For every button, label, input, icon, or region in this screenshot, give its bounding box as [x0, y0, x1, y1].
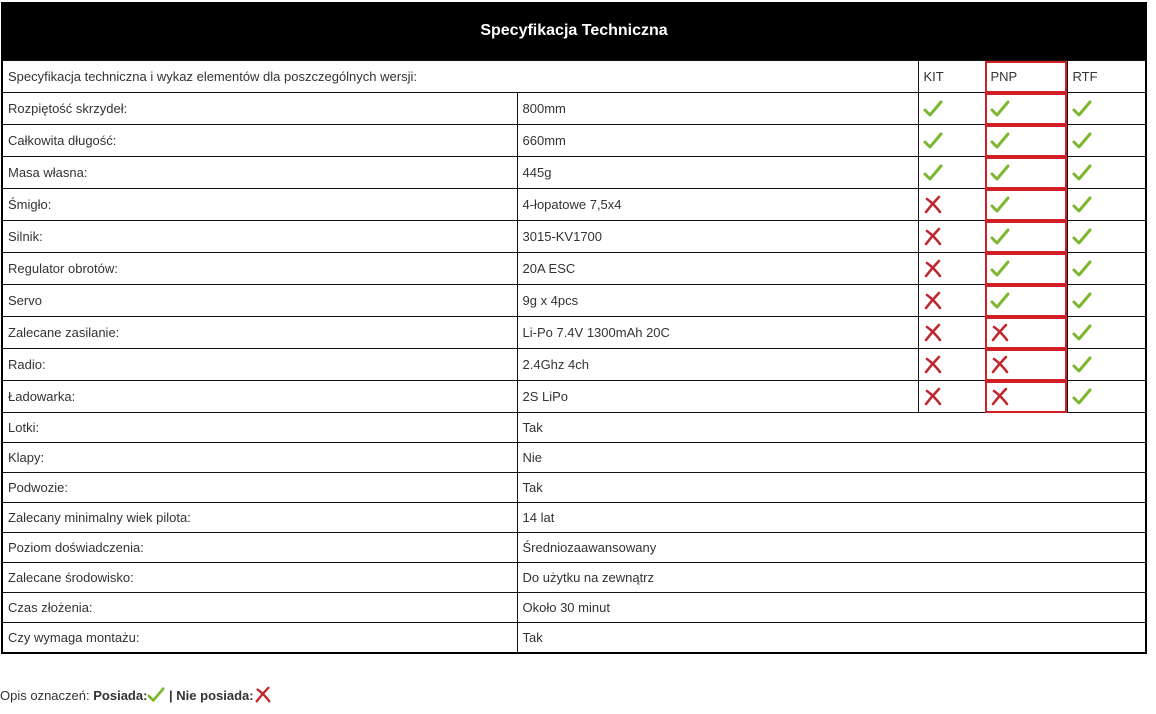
row-label: Zalecane środowisko:: [2, 563, 517, 593]
check-icon: [990, 163, 1010, 183]
check-icon: [147, 686, 165, 704]
header-kit: KIT: [918, 61, 985, 93]
header-row: [2, 61, 1146, 93]
table-row: [2, 593, 1146, 623]
row-label: Czas złożenia:: [2, 593, 517, 623]
cell-rtf: [1067, 285, 1146, 317]
cell-pnp: [985, 317, 1067, 349]
check-icon: [1072, 355, 1092, 375]
cell-pnp: [985, 221, 1067, 253]
check-icon: [1072, 291, 1092, 311]
cell-rtf: [1067, 221, 1146, 253]
legend: [0, 686, 272, 704]
table-row: [2, 349, 1146, 381]
cross-icon: [923, 195, 943, 215]
table-row: [2, 93, 1146, 125]
cell-rtf: [1067, 253, 1146, 285]
row-label: Czy wymaga montażu:: [2, 623, 517, 654]
check-icon: [1072, 99, 1092, 119]
check-icon: [990, 131, 1010, 151]
table-row: [2, 623, 1146, 654]
row-label: Podwozie:: [2, 473, 517, 503]
cell-pnp: [985, 157, 1067, 189]
cross-icon: [990, 355, 1010, 375]
table-row: [2, 563, 1146, 593]
cell-rtf: [1067, 125, 1146, 157]
row-value: 3015-KV1700: [517, 221, 918, 253]
row-label: Zalecany minimalny wiek pilota:: [2, 503, 517, 533]
cell-kit: [918, 285, 985, 317]
table-row: [2, 413, 1146, 443]
row-value: 9g x 4pcs: [517, 285, 918, 317]
check-icon: [923, 163, 943, 183]
cross-icon: [923, 291, 943, 311]
spec-title: Specyfikacja Techniczna: [1, 2, 1147, 60]
row-value: 445g: [517, 157, 918, 189]
cell-kit: [918, 221, 985, 253]
table-row: [2, 125, 1146, 157]
check-icon: [923, 131, 943, 151]
check-icon: [1072, 227, 1092, 247]
table-row: [2, 317, 1146, 349]
check-icon: [1072, 323, 1092, 343]
cell-rtf: [1067, 157, 1146, 189]
table-row: [2, 157, 1146, 189]
row-value: Około 30 minut: [517, 593, 1146, 623]
row-value: 2S LiPo: [517, 381, 918, 413]
spec-container: [1, 2, 1147, 654]
row-label: Regulator obrotów:: [2, 253, 517, 285]
header-pnp: PNP: [985, 61, 1067, 93]
cross-icon: [990, 387, 1010, 407]
row-value: Tak: [517, 473, 1146, 503]
row-value: 20A ESC: [517, 253, 918, 285]
row-value: Tak: [517, 413, 1146, 443]
row-label: Masa własna:: [2, 157, 517, 189]
cross-icon: [923, 227, 943, 247]
check-icon: [1072, 131, 1092, 151]
cell-kit: [918, 349, 985, 381]
row-value: Nie: [517, 443, 1146, 473]
check-icon: [1072, 259, 1092, 279]
spec-table: [1, 60, 1147, 654]
row-value: Li-Po 7.4V 1300mAh 20C: [517, 317, 918, 349]
row-label: Silnik:: [2, 221, 517, 253]
cell-pnp: [985, 189, 1067, 221]
cross-icon: [923, 323, 943, 343]
row-value: Średniozaawansowany: [517, 533, 1146, 563]
legend-prefix: Opis oznaczeń:: [0, 687, 90, 703]
row-value: Do użytku na zewnątrz: [517, 563, 1146, 593]
cell-pnp: [985, 381, 1067, 413]
row-value: 660mm: [517, 125, 918, 157]
header-label: Specyfikacja techniczna i wykaz elementów dla poszczególnych wersji:: [2, 61, 918, 93]
row-label: Rozpiętość skrzydeł:: [2, 93, 517, 125]
cell-kit: [918, 157, 985, 189]
cross-icon: [923, 355, 943, 375]
legend-has-label: Posiada:: [93, 687, 148, 703]
row-value: Tak: [517, 623, 1146, 654]
cross-icon: [923, 387, 943, 407]
table-row: [2, 381, 1146, 413]
cell-kit: [918, 253, 985, 285]
row-value: 4-łopatowe 7,5x4: [517, 189, 918, 221]
cross-icon: [990, 323, 1010, 343]
cell-rtf: [1067, 189, 1146, 221]
table-row: [2, 443, 1146, 473]
check-icon: [1072, 163, 1092, 183]
header-rtf: RTF: [1067, 61, 1146, 93]
cell-pnp: [985, 125, 1067, 157]
row-value: 2.4Ghz 4ch: [517, 349, 918, 381]
table-row: [2, 189, 1146, 221]
table-row: [2, 503, 1146, 533]
check-icon: [990, 99, 1010, 119]
row-label: Zalecane zasilanie:: [2, 317, 517, 349]
row-label: Całkowita długość:: [2, 125, 517, 157]
row-value: 14 lat: [517, 503, 1146, 533]
row-label: Servo: [2, 285, 517, 317]
cell-kit: [918, 317, 985, 349]
table-row: [2, 533, 1146, 563]
table-row: [2, 285, 1146, 317]
cross-icon: [923, 259, 943, 279]
cell-rtf: [1067, 93, 1146, 125]
cell-rtf: [1067, 317, 1146, 349]
cell-pnp: [985, 285, 1067, 317]
table-row: [2, 221, 1146, 253]
check-icon: [1072, 195, 1092, 215]
cross-icon: [254, 686, 272, 704]
row-label: Ładowarka:: [2, 381, 517, 413]
row-label: Lotki:: [2, 413, 517, 443]
check-icon: [923, 99, 943, 119]
cell-kit: [918, 189, 985, 221]
check-icon: [990, 195, 1010, 215]
cell-pnp: [985, 349, 1067, 381]
legend-separator: |: [165, 687, 177, 703]
row-label: Radio:: [2, 349, 517, 381]
cell-kit: [918, 381, 985, 413]
row-label: Klapy:: [2, 443, 517, 473]
row-value: 800mm: [517, 93, 918, 125]
row-label: Poziom doświadczenia:: [2, 533, 517, 563]
table-row: [2, 253, 1146, 285]
cell-pnp: [985, 93, 1067, 125]
legend-not-has-label: Nie posiada:: [176, 687, 254, 703]
check-icon: [990, 259, 1010, 279]
check-icon: [990, 227, 1010, 247]
row-label: Śmigło:: [2, 189, 517, 221]
table-row: [2, 473, 1146, 503]
cell-kit: [918, 125, 985, 157]
cell-kit: [918, 93, 985, 125]
check-icon: [990, 291, 1010, 311]
check-icon: [1072, 387, 1092, 407]
cell-rtf: [1067, 349, 1146, 381]
cell-rtf: [1067, 381, 1146, 413]
cell-pnp: [985, 253, 1067, 285]
